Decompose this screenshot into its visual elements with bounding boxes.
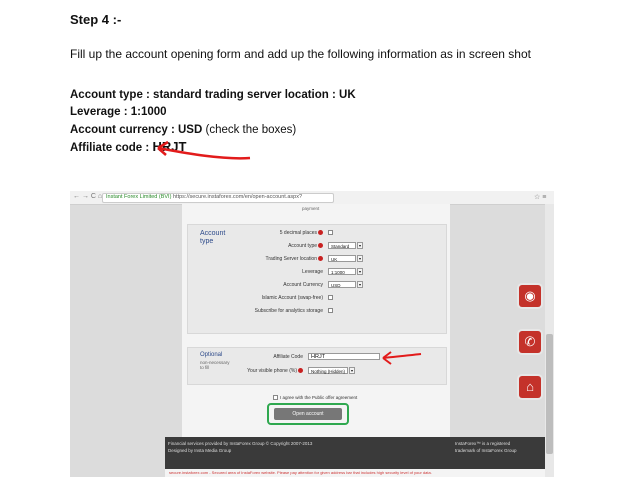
currency-label: Account Currency: [283, 282, 323, 288]
chevron-down-icon[interactable]: ▾: [358, 256, 361, 261]
phone-icon[interactable]: ✆: [519, 331, 541, 353]
address-bar[interactable]: [102, 193, 334, 203]
account-type-line: Account type : standard trading server location : UK: [70, 89, 356, 101]
chat-icon[interactable]: ◉: [519, 285, 541, 307]
currency-select[interactable]: USD: [328, 281, 356, 288]
step-title: Step 4 :-: [70, 12, 122, 27]
decimal-label: [228, 230, 323, 236]
islamic-label: Islamic Account (swap-free): [261, 295, 323, 301]
footer-designed: Designed by Insta Media Group: [168, 448, 232, 453]
phone-label-text: Your visible phone (%): [247, 368, 297, 374]
affiliate-code-label: Affiliate Code: [273, 354, 303, 360]
footer-security-text: secure.instaforex.com - Secured area of InstaForex website. Please pay attention for given address bar that includes high security level of your data.: [169, 470, 432, 475]
home-icon[interactable]: ⌂: [519, 376, 541, 398]
account-type-label-text: Account type: [288, 243, 317, 249]
footer-trademark-1: InstaForex™ is a registered: [455, 441, 511, 446]
server-location-select[interactable]: UK: [328, 255, 356, 262]
analytics-label: Subscribe for analytics storage: [254, 308, 323, 314]
required-icon: [298, 368, 303, 373]
phone-select[interactable]: Nothing (Hidden): [308, 367, 348, 374]
currency-line: [70, 124, 296, 136]
browser-screenshot: [70, 191, 554, 477]
currency-line-note: (check the boxes): [205, 124, 297, 136]
decimal-label-text: 5 decimal places: [279, 230, 317, 236]
open-account-highlight: [267, 403, 349, 425]
annotation-arrow-top: [150, 138, 260, 168]
optional-title: Optional: [200, 352, 223, 358]
browser-toolbar: [70, 191, 554, 205]
scrollbar-thumb[interactable]: [546, 334, 553, 454]
browser-nav-icons[interactable]: ← → C ⌂: [73, 193, 103, 200]
chevron-down-icon[interactable]: ▾: [358, 282, 361, 287]
site-footer: [165, 437, 545, 469]
leverage-label: Leverage: [302, 269, 323, 275]
chevron-down-icon[interactable]: ▾: [350, 368, 353, 373]
account-type-title: Account type: [200, 230, 226, 245]
account-type-select[interactable]: Standard: [328, 242, 356, 249]
leverage-select[interactable]: 1:1000: [328, 268, 356, 275]
intro-text: Fill up the account opening form and add up the following information as in screen shot: [70, 47, 531, 61]
account-type-panel: [187, 224, 447, 334]
currency-line-bold: Account currency : USD: [70, 124, 203, 136]
server-location-label: [228, 256, 323, 262]
server-location-label-text: Trading Server location: [265, 256, 317, 262]
affiliate-line-label: Affiliate code :: [70, 142, 150, 154]
open-account-button[interactable]: Open account: [274, 408, 342, 420]
footer-security-note: [165, 469, 545, 477]
decimal-checkbox[interactable]: [328, 230, 333, 235]
leverage-line: Leverage : 1:1000: [70, 106, 167, 118]
ssl-badge: Instant Forex Limited (BVI): [106, 194, 172, 200]
url-text: https://secure.instaforex.com/en/open-account.aspx?: [173, 194, 303, 200]
chevron-down-icon[interactable]: ▾: [358, 269, 361, 274]
chevron-down-icon[interactable]: ▾: [358, 243, 361, 248]
optional-subtitle: non-necessary to fill: [200, 360, 230, 370]
required-icon: [318, 256, 323, 261]
affiliate-line-code: HRJT: [152, 139, 187, 154]
page-scrollbar[interactable]: [545, 204, 554, 477]
phone-label: [208, 368, 303, 374]
required-icon: [318, 230, 323, 235]
agree-text: I agree with the Public offer agreement: [280, 395, 358, 400]
annotation-arrow-affiliate: [377, 348, 425, 366]
top-fragment: payment: [302, 206, 320, 211]
footer-copyright: Financial services provided by InstaForex Group © Copyright 2007-2013: [168, 441, 313, 446]
star-menu-icon[interactable]: ☆ ≡: [534, 194, 547, 201]
analytics-checkbox[interactable]: [328, 308, 333, 313]
islamic-checkbox[interactable]: [328, 295, 333, 300]
required-icon: [318, 243, 323, 248]
affiliate-code-input[interactable]: HRJT: [308, 353, 380, 360]
account-type-label: [228, 243, 323, 249]
footer-trademark-2: trademark of InstaForex Group: [455, 448, 517, 453]
agree-checkbox[interactable]: [273, 395, 278, 400]
